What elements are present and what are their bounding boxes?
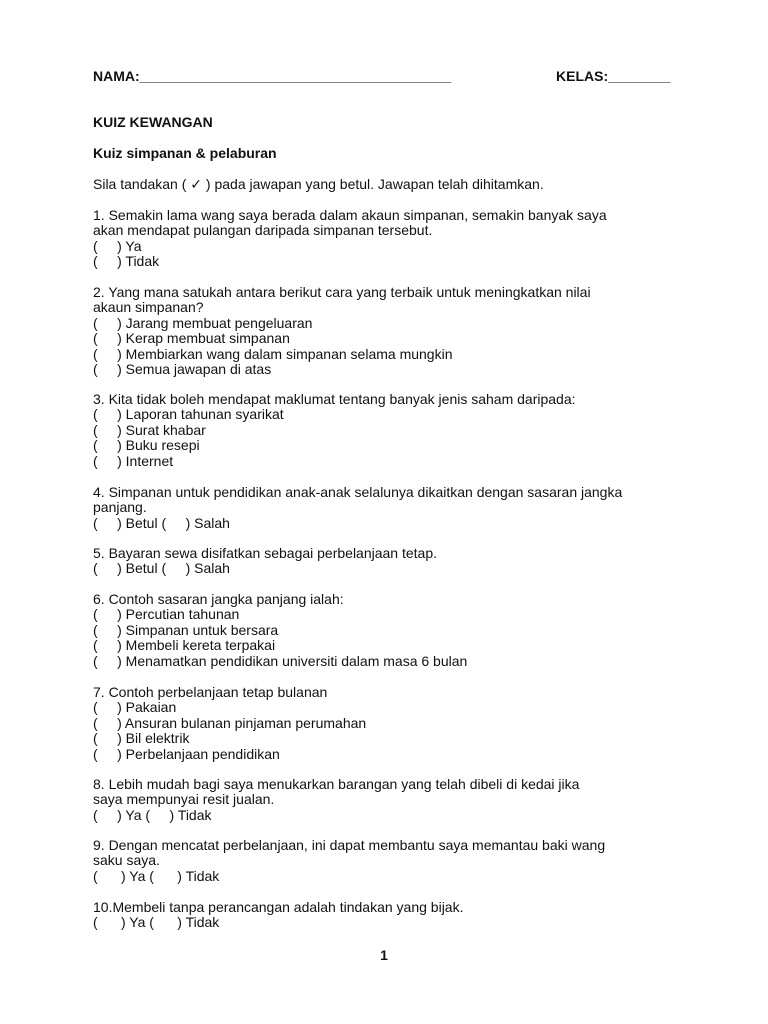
answer-option[interactable]: ( ) Tidak <box>93 253 160 270</box>
question-10 <box>93 900 653 931</box>
question-text-line: panjang. <box>93 499 147 516</box>
question-7 <box>93 685 653 762</box>
answer-option[interactable]: ( ) Perbelanjaan pendidikan <box>93 745 280 762</box>
answer-option[interactable]: ( ) Kerap membuat simpanan <box>93 330 290 347</box>
page-number: 1 <box>380 947 388 963</box>
answer-option[interactable]: ( ) Ya ( ) Tidak <box>93 806 212 823</box>
instruction-after: ) pada jawapan yang betul. Jawapan telah dihitamkan. <box>202 176 544 192</box>
answer-option[interactable]: ( ) Bil elektrik <box>93 730 190 747</box>
check-mark-icon: ✓ <box>190 176 203 192</box>
question-text-line: 4. Simpanan untuk pendidikan anak-anak selalunya dikaitkan dengan sasaran jangka <box>93 484 623 500</box>
answer-option[interactable]: ( ) Surat khabar <box>93 421 206 438</box>
answer-option[interactable]: ( ) Simpanan untuk bersara <box>93 621 279 638</box>
question-6 <box>93 592 653 669</box>
answer-option[interactable]: ( ) Percutian tahunan <box>93 606 240 623</box>
question-text-line: akan mendapat pulangan daripada simpanan tersebut. <box>93 222 433 239</box>
class-label: KELAS: <box>556 68 609 84</box>
question-2 <box>93 285 653 377</box>
question-1 <box>93 208 653 270</box>
answer-option[interactable]: ( ) Membiarkan wang dalam simpanan selama mungkin <box>93 345 453 362</box>
class-field <box>556 69 670 84</box>
question-text-line: 8. Lebih mudah bagi saya menukarkan barangan yang telah dibeli di kedai jika <box>93 776 580 792</box>
instruction-text <box>93 177 544 192</box>
question-5 <box>93 546 653 577</box>
question-text-line: 10.Membeli tanpa perancangan adalah tindakan yang bijak. <box>93 899 464 915</box>
question-text-line: 7. Contoh perbelanjaan tetap bulanan <box>93 684 328 700</box>
answer-option[interactable]: ( ) Membeli kereta terpakai <box>93 637 276 654</box>
name-field <box>93 69 451 84</box>
question-4 <box>93 485 653 531</box>
quiz-subtitle: Kuiz simpanan & pelaburan <box>93 145 277 161</box>
class-blank: ________ <box>608 68 671 84</box>
answer-option[interactable]: ( ) Pakaian <box>93 699 177 716</box>
question-3 <box>93 392 653 469</box>
question-text-line: 1. Semakin lama wang saya berada dalam akaun simpanan, semakin banyak saya <box>93 207 607 223</box>
question-text-line: saya mempunyai resit jualan. <box>93 791 275 808</box>
answer-option[interactable]: ( ) Menamatkan pendidikan universiti dalam masa 6 bulan <box>93 652 468 669</box>
answer-option[interactable]: ( ) Betul ( ) Salah <box>93 560 230 577</box>
question-text-line: 5. Bayaran sewa disifatkan sebagai perbelanjaan tetap. <box>93 545 438 561</box>
answer-option[interactable]: ( ) Laporan tahunan syarikat <box>93 406 284 423</box>
answer-option[interactable]: ( ) Ya <box>93 237 142 254</box>
answer-option[interactable]: ( ) Semua jawapan di atas <box>93 361 272 378</box>
name-label: NAMA: <box>93 68 140 84</box>
question-text-line: 6. Contoh sasaran jangka panjang ialah: <box>93 591 344 607</box>
quiz-title: KUIZ KEWANGAN <box>93 114 213 130</box>
answer-option[interactable]: ( ) Ya ( ) Tidak <box>93 914 220 931</box>
student-info-header <box>93 69 693 85</box>
answer-option[interactable]: ( ) Ya ( ) Tidak <box>93 867 220 884</box>
answer-option[interactable]: ( ) Internet <box>93 452 174 469</box>
answer-option[interactable]: ( ) Ansuran bulanan pinjaman perumahan <box>93 714 367 731</box>
question-text-line: saku saya. <box>93 852 160 869</box>
question-9 <box>93 838 653 884</box>
question-8 <box>93 777 653 823</box>
name-blank: ________________________________________ <box>139 68 452 84</box>
question-text-line: 3. Kita tidak boleh mendapat maklumat tentang banyak jenis saham daripada: <box>93 391 576 407</box>
question-text-line: 2. Yang mana satukah antara berikut cara yang terbaik untuk meningkatkan nilai <box>93 284 591 300</box>
question-text-line: 9. Dengan mencatat perbelanjaan, ini dapat membantu saya memantau baki wang <box>93 837 606 853</box>
question-text-line: akaun simpanan? <box>93 299 204 316</box>
answer-option[interactable]: ( ) Betul ( ) Salah <box>93 514 230 531</box>
answer-option[interactable]: ( ) Buku resepi <box>93 437 200 454</box>
answer-option[interactable]: ( ) Jarang membuat pengeluaran <box>93 314 313 331</box>
instruction-before: Sila tandakan ( <box>93 176 191 192</box>
